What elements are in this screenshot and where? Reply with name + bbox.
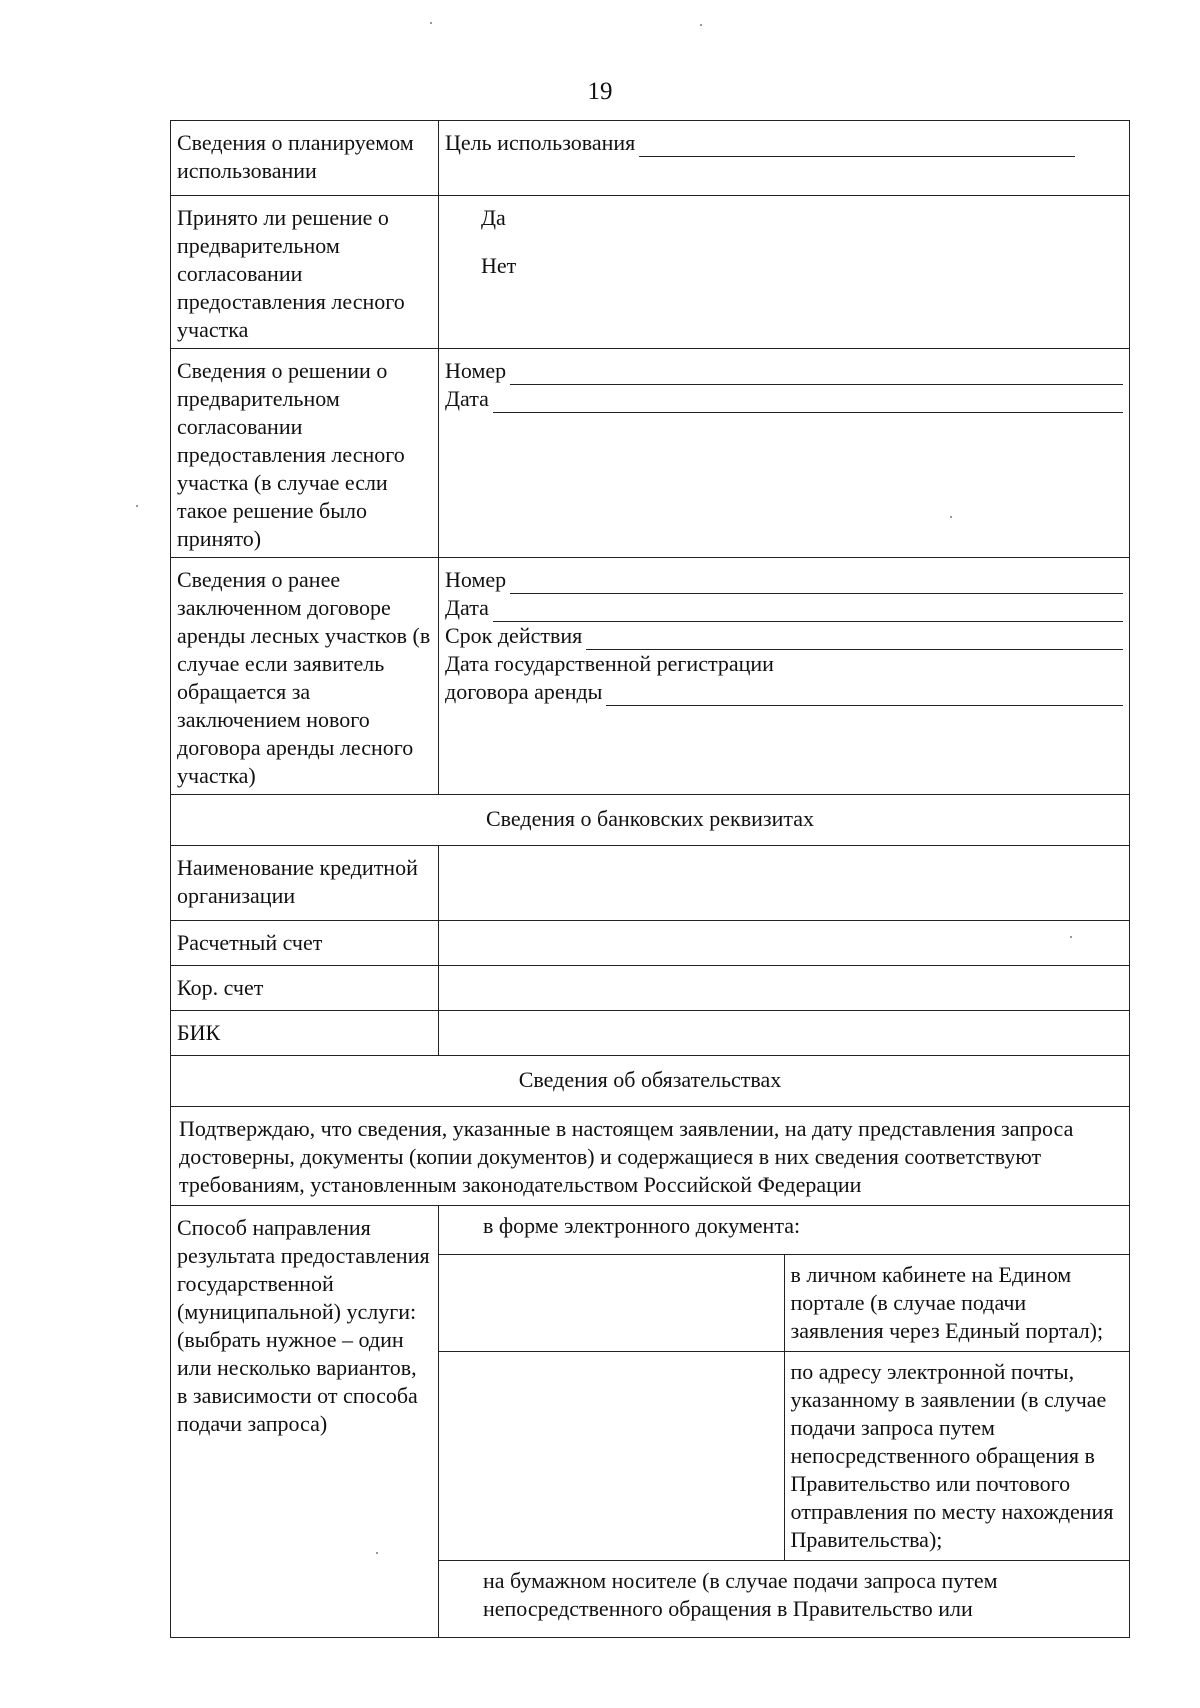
- prior-decision-cell: [439, 196, 1130, 349]
- scan-speck: [950, 516, 952, 518]
- scan-speck: [1070, 936, 1072, 938]
- decision-info-label: Сведения о решении о предварительном согласовании предоставления лесного участка (в случае если такое решение было принято): [171, 349, 439, 558]
- bik-field[interactable]: [439, 1011, 1130, 1056]
- page-number: 19: [587, 78, 613, 105]
- corr-account-field[interactable]: [439, 966, 1130, 1011]
- account-label: Расчетный счет: [171, 921, 439, 966]
- lease-info-label: Сведения о ранее заключенном договоре аренды лесных участков (в случае если заявитель обращается за заключением нового договора аренды лесного участка): [171, 558, 439, 795]
- planned-use-cell: [439, 121, 1130, 196]
- obligations-section-title: Сведения об обязательствах: [171, 1056, 1130, 1107]
- email-option[interactable]: по адресу электронной почты, указанному в заявлении (в случае подачи запроса путем непосредственного обращения в Правительство или почтового отправления по месту нахождения Правительства);: [784, 1352, 1129, 1561]
- prior-decision-label: Принято ли решение о предварительном согласовании предоставления лесного участка: [171, 196, 439, 349]
- decision-info-row: [171, 349, 1130, 558]
- account-row: [171, 921, 1130, 966]
- corr-account-label: Кор. счет: [171, 966, 439, 1011]
- scan-speck: [376, 1552, 378, 1554]
- obligations-header-row: [171, 1056, 1130, 1107]
- lease-number-line[interactable]: [510, 571, 1123, 594]
- lease-info-cell: [439, 558, 1130, 795]
- bik-row: [171, 1011, 1130, 1056]
- lease-date-label: Дата: [445, 595, 489, 620]
- paper-option[interactable]: на бумажном носителе (в случае подачи запроса путем непосредственного обращения в Правительство или: [439, 1561, 1129, 1638]
- obligations-text-row: [171, 1107, 1130, 1206]
- lease-term-line[interactable]: [586, 627, 1123, 650]
- portal-option[interactable]: в личном кабинете на Едином портале (в случае подачи заявления через Единый портал);: [784, 1255, 1129, 1352]
- obligations-text: Подтверждаю, что сведения, указанные в настоящем заявлении, на дату представления запроса достоверны, документы (копии документов) и содержащиеся в них сведения соответствуют требованиям, установленным законодательством Российской Федерации: [171, 1107, 1130, 1206]
- decision-number-line[interactable]: [510, 362, 1123, 385]
- planned-use-row: [171, 121, 1130, 196]
- bank-name-row: [171, 846, 1130, 921]
- bank-section-title: Сведения о банковских реквизитах: [171, 795, 1130, 846]
- delivery-options-table: [439, 1206, 1129, 1637]
- lease-reg-date-line[interactable]: [606, 683, 1123, 706]
- bank-name-field[interactable]: [439, 846, 1130, 921]
- planned-use-label: Сведения о планируемом использовании: [171, 121, 439, 196]
- lease-reg-date-label-2: договора аренды: [445, 679, 603, 704]
- portal-checkbox[interactable]: [439, 1255, 784, 1352]
- delivery-label: Способ направления результата предоставления государственной (муниципальной) услуги: (выбрать нужное – один или несколько вариантов, в зависимости от способа подачи запроса): [171, 1206, 439, 1638]
- bank-header-row: [171, 795, 1130, 846]
- option-no[interactable]: Нет: [481, 253, 517, 278]
- purpose-label: Цель использования: [445, 130, 636, 155]
- option-yes[interactable]: Да: [481, 205, 506, 230]
- lease-info-row: [171, 558, 1130, 795]
- decision-info-cell: [439, 349, 1130, 558]
- scan-speck: [430, 22, 432, 24]
- bik-label: БИК: [171, 1011, 439, 1056]
- scan-speck: [700, 24, 702, 26]
- prior-decision-row: [171, 196, 1130, 349]
- decision-date-label: Дата: [445, 386, 489, 411]
- lease-date-line[interactable]: [493, 599, 1123, 622]
- corr-account-row: [171, 966, 1130, 1011]
- scan-speck: [136, 505, 138, 507]
- lease-reg-date-label: Дата государственной регистрации: [445, 651, 774, 676]
- bank-name-label: Наименование кредитной организации: [171, 846, 439, 921]
- purpose-input-line[interactable]: [639, 134, 1075, 157]
- application-form-table: [170, 120, 1130, 1638]
- delivery-row: [171, 1206, 1130, 1638]
- account-field[interactable]: [439, 921, 1130, 966]
- lease-term-label: Срок действия: [445, 623, 583, 648]
- delivery-options-cell: [439, 1206, 1130, 1638]
- electronic-form-header: в форме электронного документа:: [439, 1206, 1129, 1255]
- decision-number-label: Номер: [445, 358, 507, 383]
- email-checkbox[interactable]: [439, 1352, 784, 1561]
- decision-date-line[interactable]: [493, 390, 1123, 413]
- lease-number-label: Номер: [445, 567, 507, 592]
